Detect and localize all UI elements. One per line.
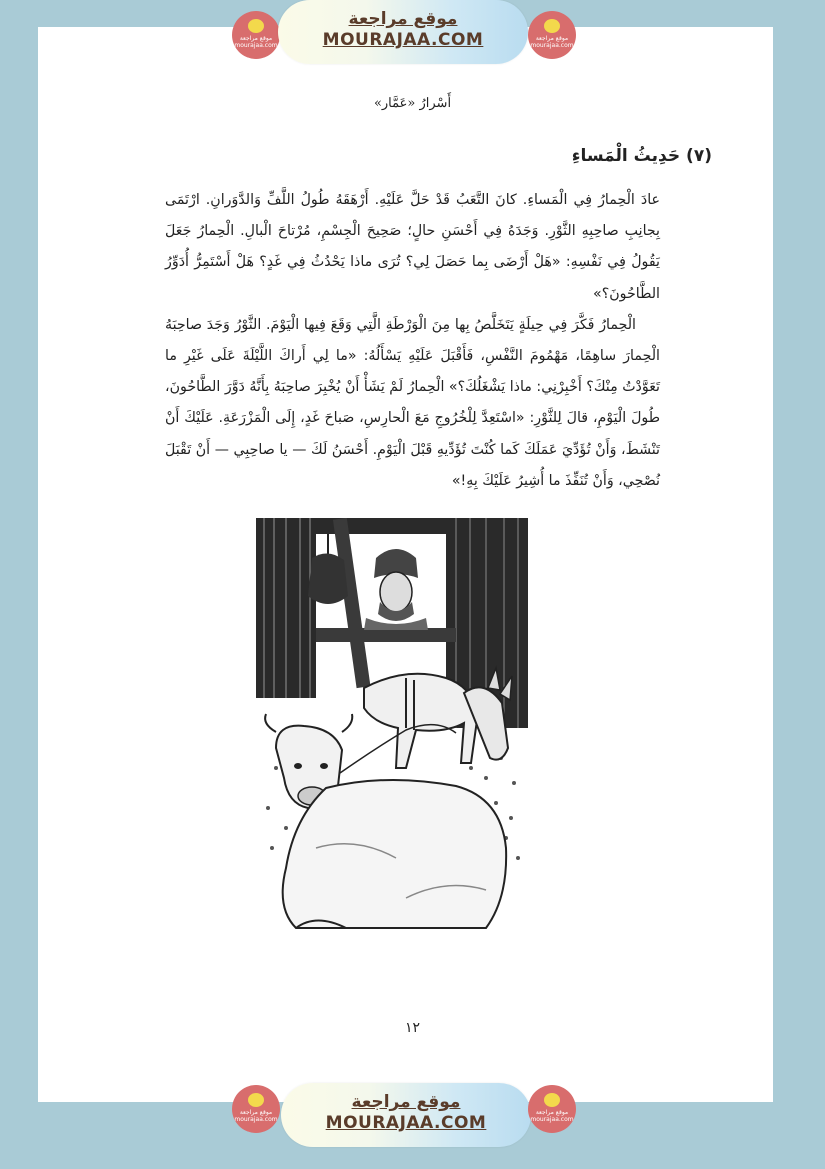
watermark-badge-bottom[interactable]: [281, 1083, 531, 1147]
watermark-logo-icon: موقع مراجعة mourajaa.com: [528, 11, 576, 59]
watermark-latin: MOURAJAA.COM: [325, 1113, 487, 1133]
paragraph: الْحِمارُ فَكَّرَ فِي حِيلَةٍ يَتَخَلَّصُ بِها مِنَ الْوَرْطَةِ الَّتِي وَقَعَ فِيها الْيَوْمَ. الثَّوْرُ وَجَدَ صاحِبَهُ الْحِمارَ ساهِمًا، مَهْمُومَ النَّفْسِ، فَأَقْبَلَ عَلَيْهِ يَسْأَلُهُ: «ما لِي أَراكَ اللَّيْلَةَ عَلَى غَيْرِ ما تَعَوَّدْتُ مِنْكَ؟ أَخْبِرْنِي: ماذا يَشْغَلُكَ؟» الْحِمارُ لَمْ يَشَأْ أَنْ يُخْبِرَ صاحِبَهُ بِأَنَّهُ دَوَّرَ الطَّاحُونَ، طُولَ الْيَوْمِ، قالَ لِلثَّوْرِ: «اسْتَعِدَّ لِلْخُرُوجِ مَعَ الْحارِسِ، صَباحَ غَدٍ، إِلَى الْمَزْرَعَةِ. عَلَيْكَ أَنْ تَنْشَطَ، وَأَنْ تُؤَدِّيَ عَمَلَكَ كَما كُنْتَ تُؤَدِّيهِ قَبْلَ الْيَوْمِ. أَحْسَنُ لَكَ — يا صاحِبِي — أَنْ تَقْبَلَ نُصْحِي، وَأَنْ تُنَفِّذَ ما أُشِيرُ عَلَيْكَ بِهِ!»: [165, 316, 660, 489]
watermark-logo-icon: موقع مراجعة mourajaa.com: [232, 1085, 280, 1133]
running-header: أَسْرارُ «عَمَّار»: [373, 96, 452, 111]
donkey-and-ox-illustration: [256, 518, 528, 940]
watermark-logo-icon: موقع مراجعة mourajaa.com: [232, 11, 280, 59]
paragraph: عادَ الْحِمارُ فِي الْمَساءِ. كانَ التَّعَبُ قَدْ حَلَّ عَلَيْهِ. أَرْهَقَهُ طُولُ اللَّفِّ وَالدَّوَرانِ. ارْتَمَى بِجانِبِ صاحِبِهِ الثَّوْرِ. وَجَدَهُ فِي أَحْسَنِ حالٍ؛ صَحِيحَ الْجِسْمِ، مُرْتاحَ الْبالِ. الْحِمارُ جَعَلَ يَقُولُ فِي نَفْسِهِ: «هَلْ أَرْضَى بِما حَصَلَ لِي؟ تُرَى ماذا يَحْدُثُ فِي غَدٍ؟ هَلْ أَسْتَمِرُّ أُدَوِّرُ الطَّاحُونَ؟»: [165, 192, 660, 302]
watermark-badge-top[interactable]: [278, 0, 528, 64]
page-number: ١٢: [404, 1020, 421, 1036]
watermark-arabic: موقع مراجعة: [348, 9, 458, 29]
watermark-latin: MOURAJAA.COM: [322, 30, 484, 50]
chapter-title: (٧) حَدِيثُ الْمَساءِ: [571, 146, 712, 166]
watermark-logo-icon: موقع مراجعة mourajaa.com: [528, 1085, 576, 1133]
watermark-arabic: موقع مراجعة: [351, 1092, 461, 1112]
story-text: [165, 185, 660, 497]
